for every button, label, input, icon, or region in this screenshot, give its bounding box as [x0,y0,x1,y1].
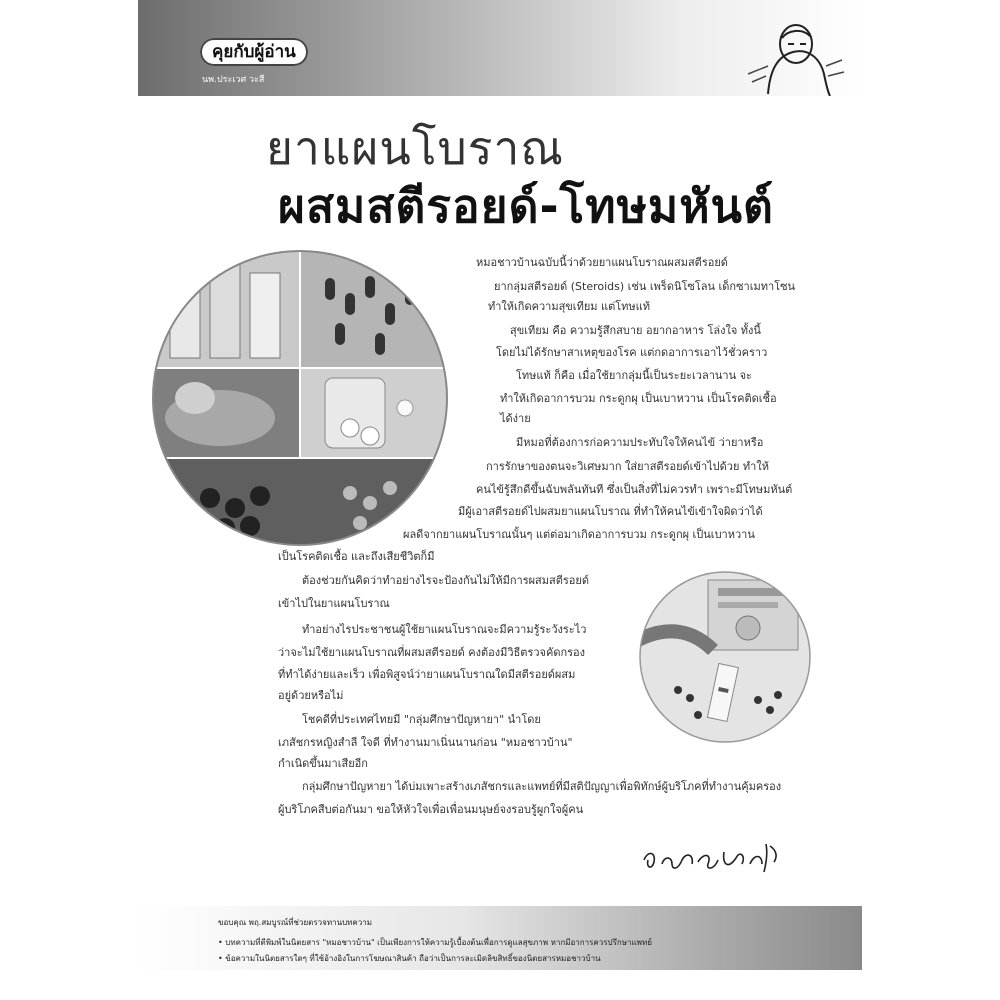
body-text-line: เข้าไปในยาแผนโบราณ [278,597,390,610]
body-text-line: เภสัชกรหญิงสำลี ใจดี ที่ทำงานมาเนิ่นนานก่อน "หมอชาวบ้าน" [278,736,573,749]
article-title-line2: ผสมสตีรอยด์-โทษมหันต์ [278,179,774,233]
body-text-line: เป็นโรคติดเชื้อ และถึงเสียชีวิตก็มี [278,550,435,563]
steroid-test-kit-photo [638,570,813,745]
body-text-line: คนไข้รู้สึกดีขึ้นฉับพลันทันที ซึ่งเป็นสิ่งที่ไม่ควรทำ เพราะมีโทษมหันต์ [476,483,793,496]
body-text-line: ผลดีจากยาแผนโบราณนั้นๆ แต่ต่อมาเกิดอาการบวม กระดูกผุ เป็นเบาหวาน [403,528,755,541]
footnote-disclaimer: • บทความที่ตีพิมพ์ในนิตยสาร "หมอชาวบ้าน" เป็นเพียงการให้ความรู้เบื้องต้นเพื่อการดูแลสุขภาพ หากมีอาการควรปรึกษาแพทย์ [218,938,652,947]
body-text-line: มีผู้เอาสตีรอยด์ไปผสมยาแผนโบราณ ที่ทำให้คนไข้เข้าใจผิดว่าได้ [458,505,763,518]
body-text-line: ที่ทำได้ง่ายและเร็ว เพื่อพิสูจน์ว่ายาแผนโบราณใดมีสตีรอยด์ผสม [278,668,576,681]
header-band [138,0,862,96]
article-title-line1: ยาแผนโบราณ [266,121,564,175]
author-signature [638,830,788,880]
medicine-photo-collage [150,248,450,548]
body-text-line: ต้องช่วยกันคิดว่าทำอย่างไรจะป้องกันไม่ให้มีการผสมสตีรอยด์ [302,574,589,587]
body-text-line: ผู้บริโภคสืบต่อกันมา ขอให้หัวใจเพื่อเพื่อนมนุษย์จงรอบรู้ผูกใจผู้คน [278,803,584,816]
body-text-line: ทำให้เกิดอาการบวม กระดูกผุ เป็นเบาหวาน เป็นโรคติดเชื้อ [500,392,777,405]
body-text-line: โชคดีที่ประเทศไทยมี "กลุ่มศึกษาปัญหายา" นำโดย [302,713,541,726]
body-text-line: โทษแท้ ก็คือ เมื่อใช้ยากลุ่มนี้เป็นระยะเวลานาน จะ [516,369,752,382]
body-text-line: ทำให้เกิดความสุขเทียม แต่โทษแท้ [488,300,650,313]
footnote-copyright: • ข้อความในนิตยสารใดๆ ที่ใช้อ้างอิงในการโฆษณาสินค้า ถือว่าเป็นการละเมิดลิขสิทธิ์ของนิตยสารหมอชาวบ้าน [218,954,601,963]
body-text-line: ทำอย่างไรประชาชนผู้ใช้ยาแผนโบราณจะมีความรู้ระวังระไว [302,623,587,636]
column-label: คุยกับผู้อ่าน [200,38,308,66]
body-text-line: ได้ง่าย [500,412,531,425]
body-text-line: ยากลุ่มสตีรอยด์ (Steroids) เช่น เพร็ดนิโซโลน เด็กซาเมทาโซน [494,280,796,293]
body-text-line: ว่าจะไม่ใช้ยาแผนโบราณที่ผสมสตีรอยด์ คงต้องมีวิธีตรวจคัดกรอง [278,646,586,659]
body-text-line: อยู่ด้วยหรือไม่ [278,689,344,702]
body-text-line: โดยไม่ได้รักษาสาเหตุของโรค แต่กดอาการเอาไว้ชั่วคราว [496,346,768,359]
footer-band [138,906,862,970]
body-text-line: กำเนิดขึ้นมาเสียอีก [278,757,368,770]
author-portrait-sketch [738,14,848,96]
article-page [138,0,862,1000]
body-text-line: มีหมอที่ต้องการก่อความประทับใจให้คนไข้ ว่ายาหรือ [516,436,764,449]
body-text-line: กลุ่มศึกษาปัญหายา ได้บ่มเพาะสร้างเภสัชกรและแพทย์ที่มีสติปัญญาเพื่อพิทักษ์ผู้บริโภคที่ทำงานคุ้มครอง [302,780,782,793]
body-text-line: หมอชาวบ้านฉบับนี้ว่าด้วยยาแผนโบราณผสมสตีรอยด์ [476,256,728,269]
author-name: นพ.ประเวศ วะสี [202,75,265,85]
body-text-line: สุขเทียม คือ ความรู้สึกสบาย อยากอาหาร โล่งใจ ทั้งนี้ [510,324,761,337]
footnote-thanks: ขอบคุณ พฤ.สมบูรณ์ที่ช่วยตรวจทานบทความ [218,918,373,927]
body-text-line: การรักษาของตนจะวิเศษมาก ใส่ยาสตีรอยด์เข้าไปด้วย ทำให้ [486,460,769,473]
